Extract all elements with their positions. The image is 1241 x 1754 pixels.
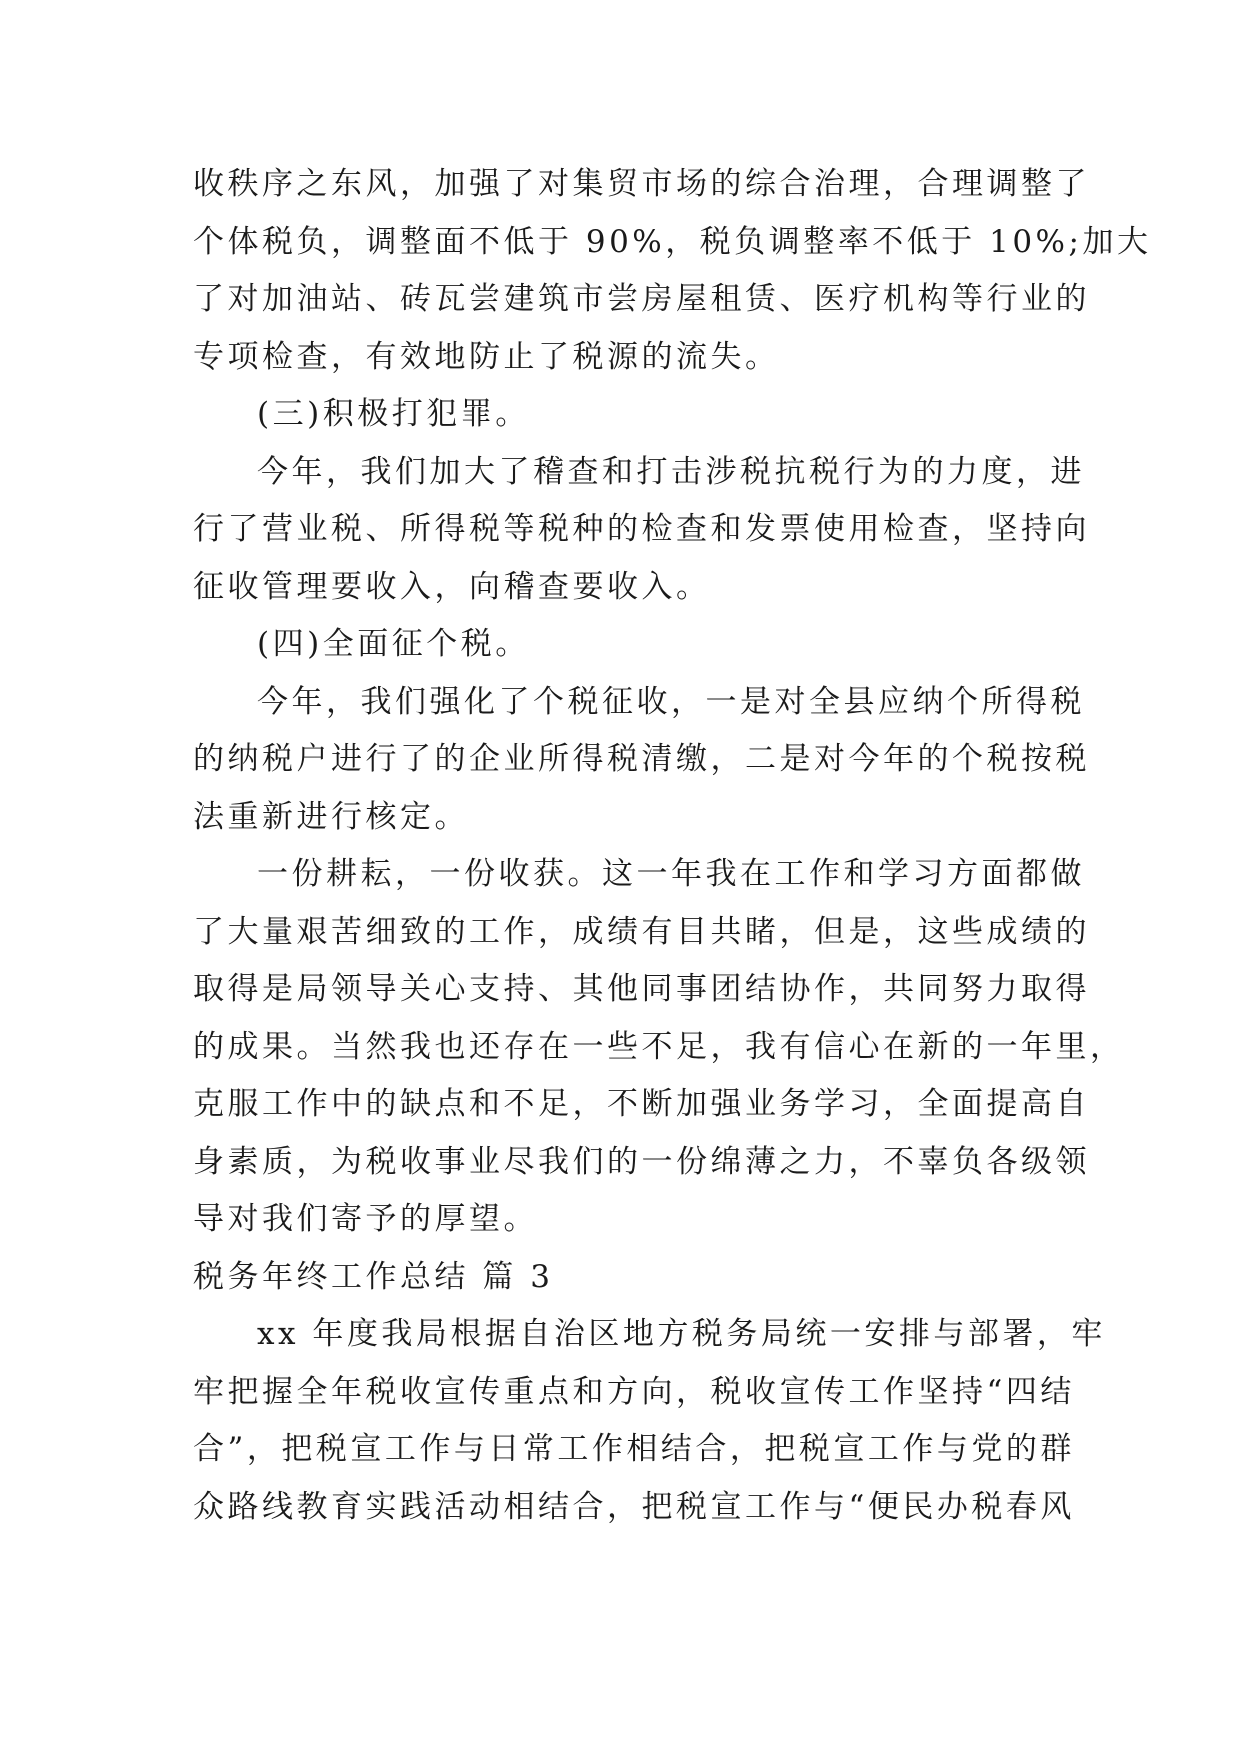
text-line: 专项检查，有效地防止了税源的流失。	[193, 338, 780, 375]
text-line: 今年，我们加大了稽查和打击涉税抗税行为的力度，进	[257, 453, 1085, 490]
text-line: 个体税负，调整面不低于 90%，税负调整率不低于 10%;加大	[193, 223, 1152, 260]
text-line: 身素质，为税收事业尽我们的一份绵薄之力，不辜负各级领	[193, 1143, 1090, 1180]
subsection-heading: (四)全面征个税。	[257, 626, 530, 662]
text-line: 取得是局领导关心支持、其他同事团结协作，共同努力取得	[193, 971, 1090, 1007]
text-line: 合”，把税宣工作与日常工作相结合，把税宣工作与党的群	[193, 1431, 1075, 1467]
text-line: 了对加油站、砖瓦尝建筑市尝房屋租赁、医疗机构等行业的	[193, 281, 1090, 317]
text-line: 行了营业税、所得税等税种的检查和发票使用检查，坚持向	[193, 511, 1090, 547]
text-line: 众路线教育实践活动相结合，把税宣工作与“便民办税春风	[193, 1488, 1075, 1525]
text-line: 征收管理要收入，向稽查要收入。	[193, 568, 711, 605]
text-line: 的纳税户进行了的企业所得税清缴，二是对今年的个税按税	[193, 741, 1090, 777]
text-line: 了大量艰苦细致的工作，成绩有目共睹，但是，这些成绩的	[193, 913, 1090, 950]
text-line: xx 年度我局根据自治区地方税务局统一安排与部署，牢	[257, 1316, 1106, 1352]
text-line: 牢把握全年税收宣传重点和方向，税收宣传工作坚持“四结	[193, 1373, 1075, 1410]
section-title: 税务年终工作总结 篇 3	[193, 1258, 554, 1295]
subsection-heading: (三)积极打犯罪。	[257, 396, 530, 432]
text-line: 克服工作中的缺点和不足，不断加强业务学习，全面提高自	[193, 1086, 1090, 1122]
text-line: 一份耕耘，一份收获。这一年我在工作和学习方面都做	[257, 856, 1085, 892]
text-line: 收秩序之东风，加强了对集贸市场的综合治理，合理调整了	[193, 166, 1090, 202]
document-body	[193, 156, 1152, 1536]
text-line: 导对我们寄予的厚望。	[193, 1201, 538, 1237]
text-line: 法重新进行核定。	[193, 798, 469, 835]
text-line: 今年，我们强化了个税征收，一是对全县应纳个所得税	[257, 683, 1085, 720]
text-line: 的成果。当然我也还存在一些不足，我有信心在新的一年里，	[193, 1028, 1125, 1065]
